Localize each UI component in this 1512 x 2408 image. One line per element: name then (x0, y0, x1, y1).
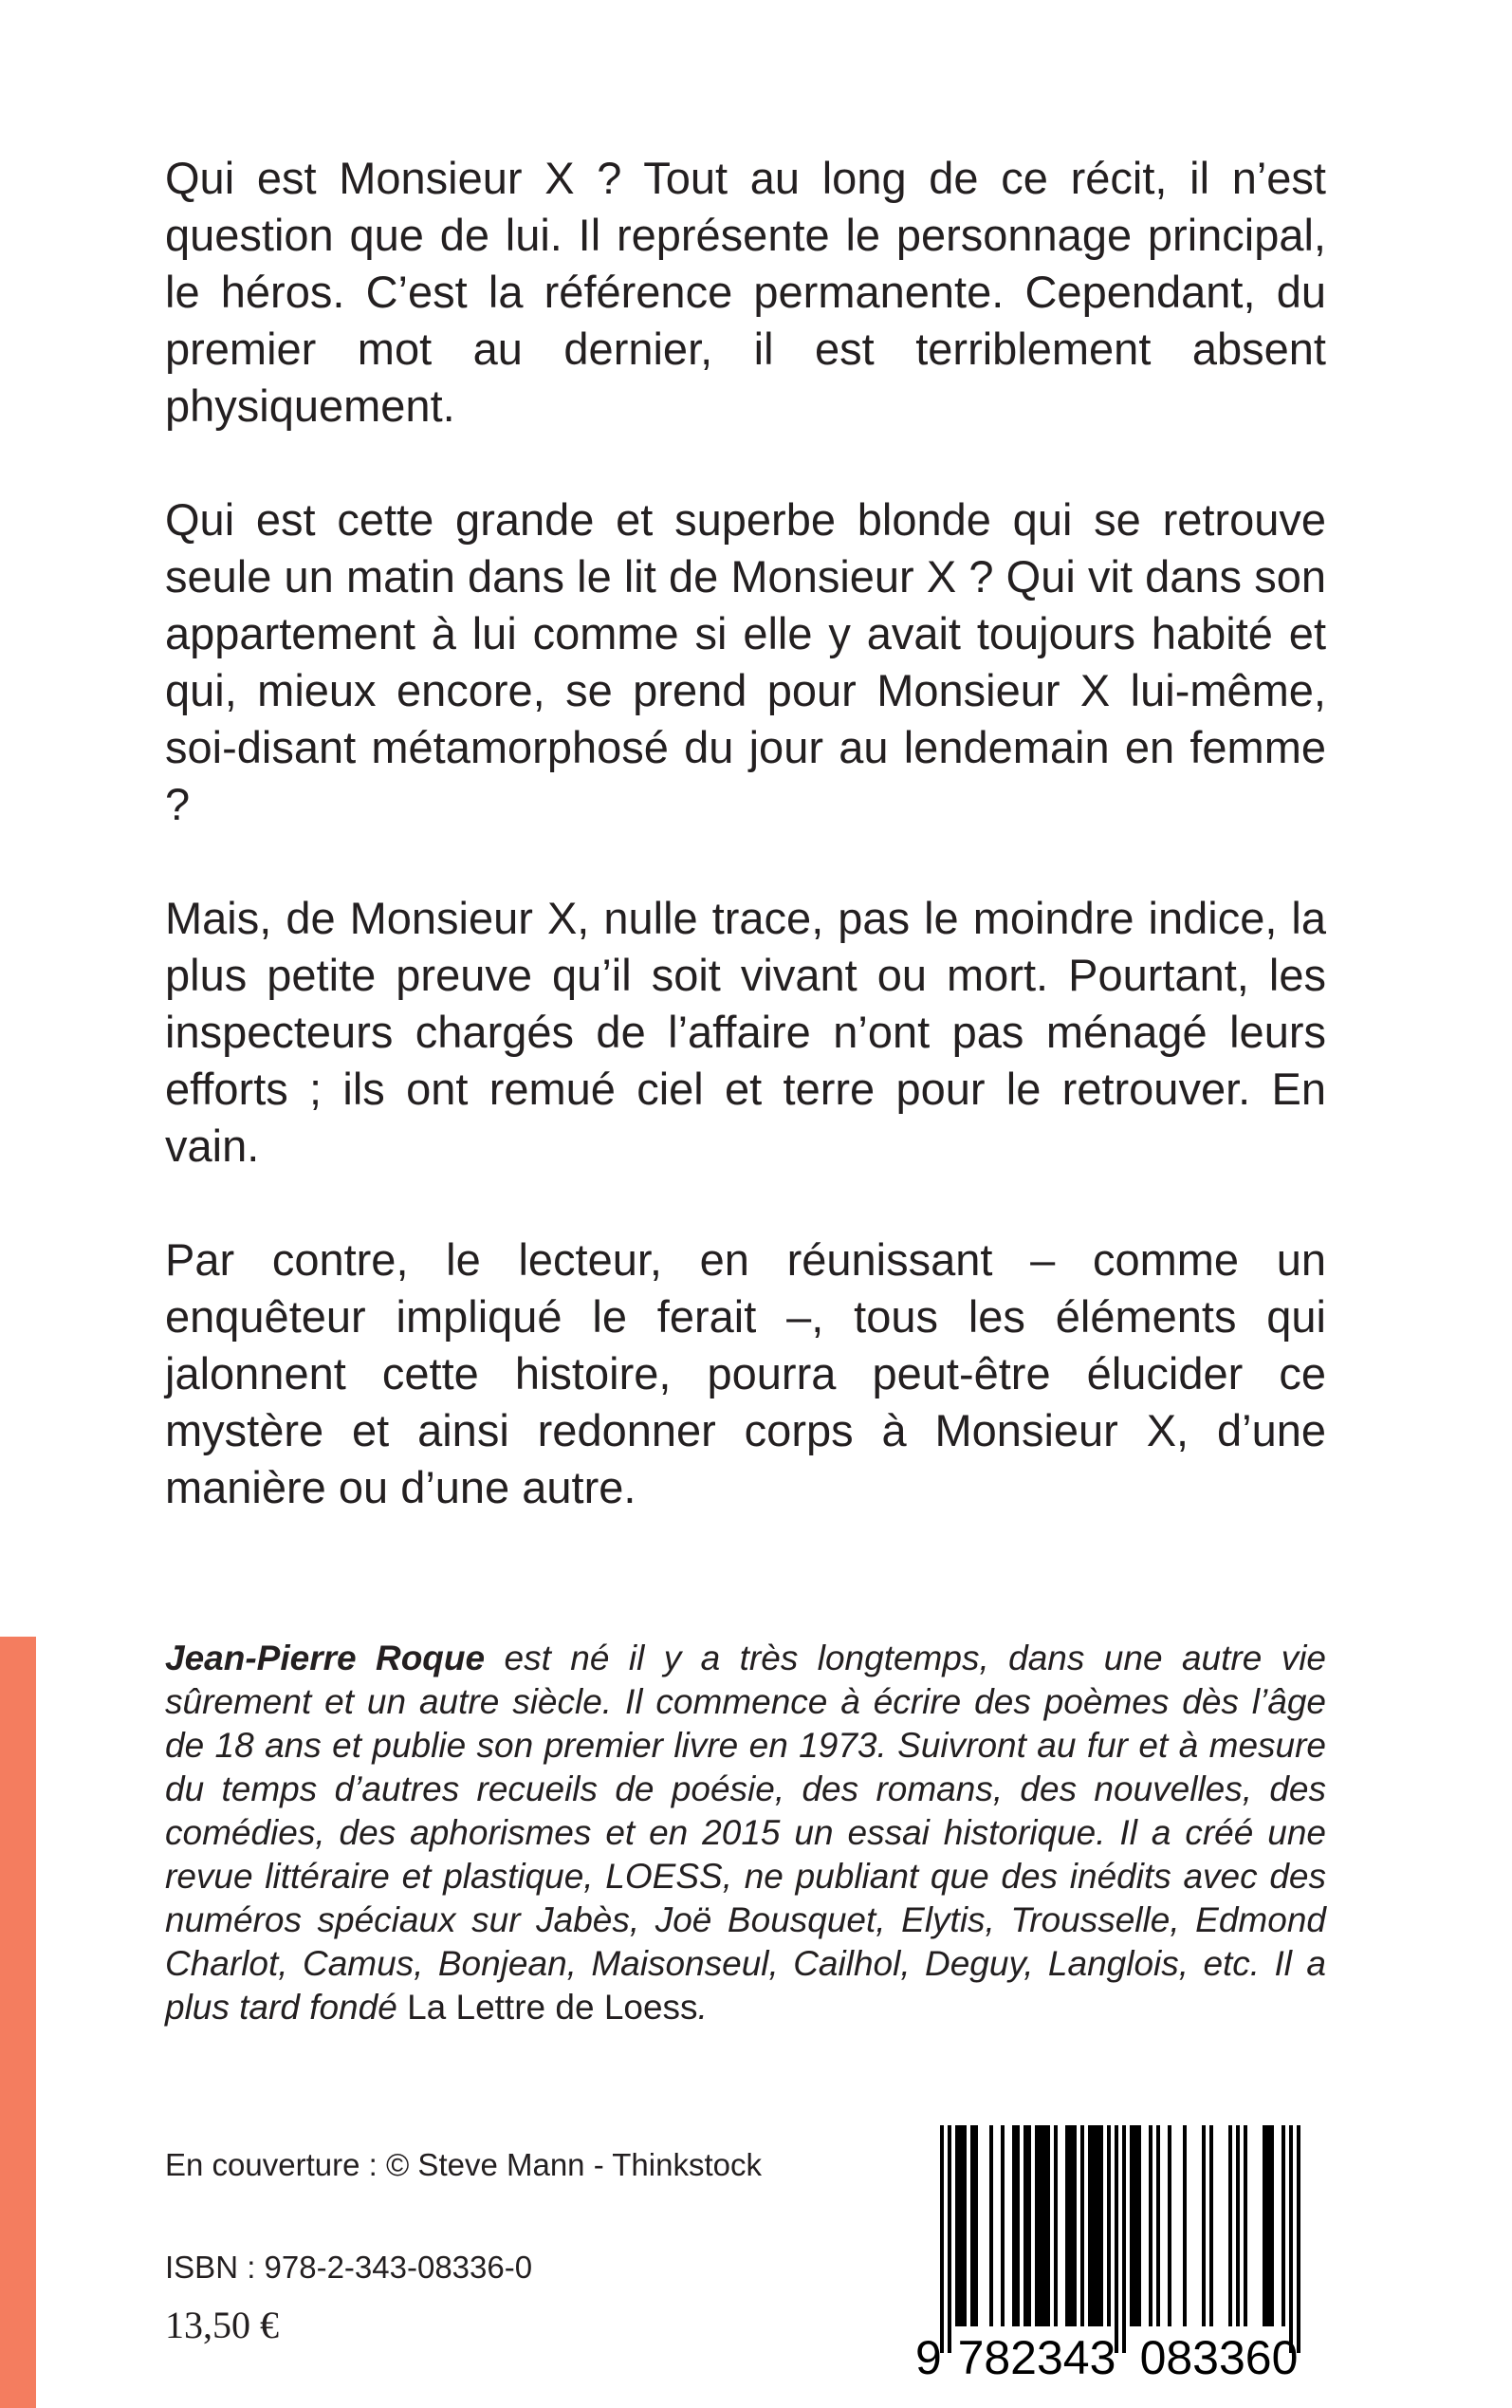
barcode-bar (1263, 2125, 1266, 2326)
barcode-left-group: 782343 (957, 2331, 1116, 2381)
cover-credit: En couverture : © Steve Mann - Thinkstock (165, 2147, 762, 2182)
barcode-bar (948, 2125, 951, 2353)
barcode-bar (1016, 2125, 1020, 2326)
barcode-bar (1134, 2125, 1137, 2326)
barcode-first-digit: 9 (915, 2331, 942, 2381)
barcode-bar (959, 2125, 963, 2326)
barcode-bar (1042, 2125, 1046, 2326)
barcode-bar (1012, 2125, 1016, 2326)
blurb-paragraph-1: Qui est Monsieur X ? Tout au long de ce récit, il n’est question que de lui. Il représente le personnage principal, le héros. C’est la référence permanente. Cependant, du premier mot au dernier, il est terriblement absent physiquement. (165, 153, 1326, 431)
blurb-paragraph-3: Mais, de Monsieur X, nulle trace, pas le moindre indice, la plus petite preuve qu’il soit vivant ou mort. Pourtant, les inspecteurs chargés de l’affaire n’ont pas ménagé leurs efforts ; ils ont remué ciel et terre pour le retrouver. En vain. (165, 893, 1326, 1171)
barcode-bar (1289, 2125, 1293, 2353)
barcode-bar (1023, 2125, 1027, 2326)
barcode-bar (1046, 2125, 1050, 2326)
barcode-bar (1209, 2125, 1213, 2326)
barcode-bar (1228, 2125, 1232, 2326)
barcode-bar (1168, 2125, 1171, 2326)
barcode-bar (989, 2125, 993, 2326)
barcode-bar (1069, 2125, 1073, 2326)
accent-strip (0, 1637, 36, 2408)
barcode-bar (1297, 2125, 1300, 2353)
barcode-bar (1183, 2125, 1187, 2326)
barcode-bar (974, 2125, 978, 2326)
barcode-bar (1149, 2125, 1152, 2326)
barcode-bar (1244, 2125, 1247, 2326)
barcode-bar (1096, 2125, 1099, 2326)
author-biography (165, 1637, 1326, 2029)
barcode-bar (1099, 2125, 1103, 2326)
blurb-paragraph-4: Par contre, le lecteur, en réunissant – comme un enquêteur impliqué le ferait –, tous les éléments qui jalonnent cette histoire, pourra peut-être élucider ce mystère et ainsi redonner corps à Monsieur X, d’une manière ou d’une autre. (165, 1234, 1326, 1512)
barcode-bar (1080, 2125, 1084, 2326)
barcode-bar (1270, 2125, 1274, 2326)
barcode-bar (1202, 2125, 1206, 2326)
barcode-bar (1027, 2125, 1031, 2326)
barcode-bar (1088, 2125, 1092, 2326)
barcode-bar (1035, 2125, 1039, 2326)
bio-ending: . (697, 1988, 708, 2027)
price: 13,50 € (165, 2304, 279, 2346)
barcode-bar (1137, 2125, 1141, 2326)
barcode-bar (1073, 2125, 1077, 2326)
barcode-bar (1156, 2125, 1160, 2326)
author-name: Jean-Pierre Roque (165, 1639, 486, 1677)
barcode-bar (1039, 2125, 1042, 2326)
barcode-bar (1001, 2125, 1005, 2326)
barcode-bar (955, 2125, 959, 2326)
barcode-bar (1236, 2125, 1240, 2326)
bio-text: est né il y a très longtemps, dans une autre vie sûrement et un autre siècle. Il commence à écrire des poèmes dès l’âge de 18 ans et publie son premier livre en 1973. Suivront au fur et à mesure du temps d’autres recueils de poésie, des romans, des nouvelles, des comédies, des aphorismes et en 2015 un essai historique. Il a créé une revue littéraire et plastique, LOESS, ne publiant que des inédits avec des numéros spéciaux sur Jabès, Joë Bousquet, Elytis, Trousselle, Edmond Charlot, Camus, Bonjean, Maisonseul, Cailhol, Deguy, Langlois, etc. Il a plus tard fondé (165, 1639, 1327, 2027)
barcode-bar (963, 2125, 967, 2326)
barcode-bar (1115, 2125, 1118, 2353)
barcode-right-group: 083360 (1139, 2331, 1299, 2381)
isbn: ISBN : 978-2-343-08336-0 (165, 2250, 533, 2285)
back-cover-blurb (165, 150, 1326, 1573)
bio-publication: La Lettre de Loess (407, 1988, 698, 2027)
barcode-graphic (913, 2125, 1331, 2381)
barcode-bar (1092, 2125, 1096, 2326)
barcode-bar (1266, 2125, 1270, 2326)
barcode-bar (1130, 2125, 1134, 2326)
barcode (913, 2125, 1331, 2381)
blurb-paragraph-2: Qui est cette grande et superbe blonde qui se retrouve seule un matin dans le lit de Monsieur X ? Qui vit dans son appartement à lui comme si elle y avait toujours habité et qui, mieux encore, se prend pour Monsieur X lui-même, soi-disant métamorphosé du jour au lendemain en femme ? (165, 494, 1326, 829)
barcode-bar (970, 2125, 974, 2326)
barcode-bar (1122, 2125, 1126, 2353)
barcode-bar (1107, 2125, 1111, 2326)
barcode-bar (1054, 2125, 1058, 2326)
barcode-bars (940, 2125, 1300, 2353)
barcode-bar (1282, 2125, 1285, 2326)
barcode-bar (1065, 2125, 1069, 2326)
barcode-bar (940, 2125, 944, 2353)
